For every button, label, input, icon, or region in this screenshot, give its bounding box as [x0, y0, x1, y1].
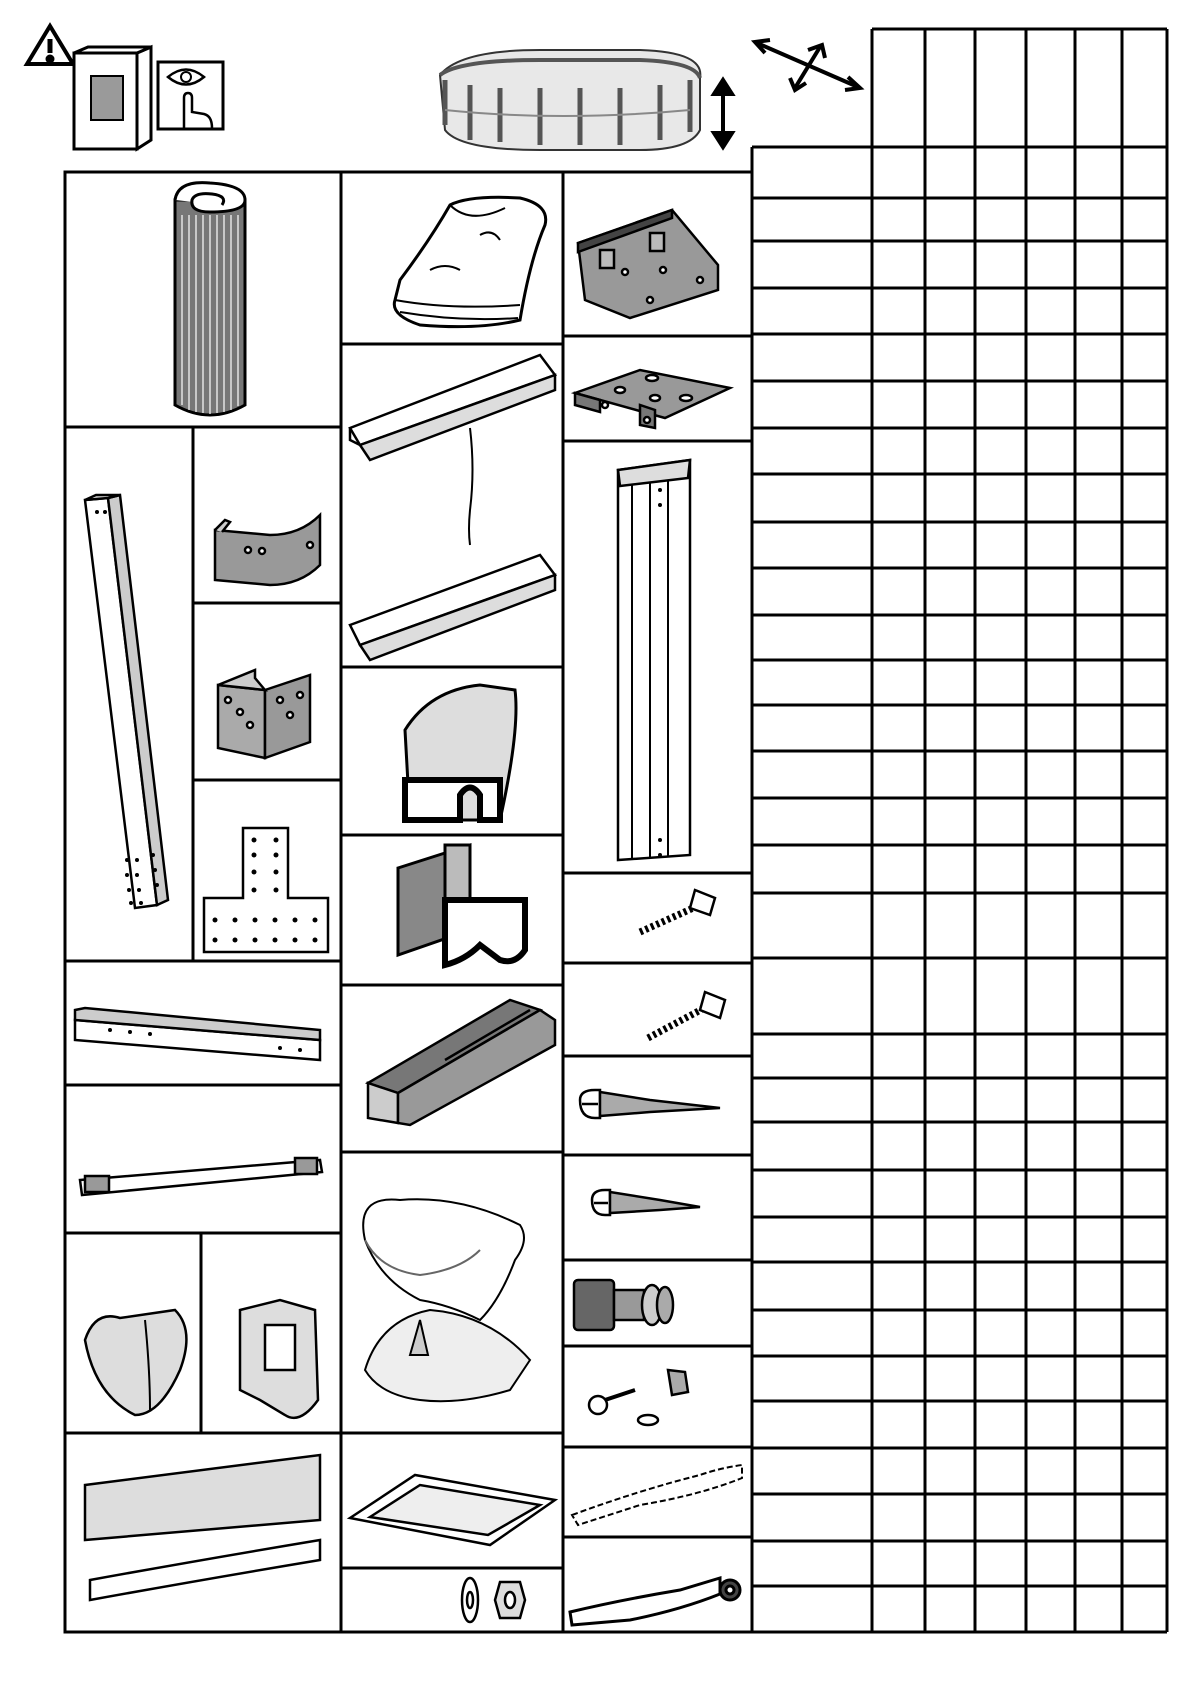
bolt-washer-icon	[589, 1370, 688, 1425]
diagonal-arrows-icon	[755, 40, 860, 90]
channel-icon	[368, 1000, 555, 1125]
cap-icon	[363, 1199, 530, 1401]
cabinet-icon	[74, 47, 151, 149]
stabilizer-icon	[398, 845, 525, 965]
bracket-icon	[215, 515, 320, 585]
t-plate-icon	[204, 828, 328, 952]
column-icon	[618, 460, 690, 860]
bottom-plate-icon	[578, 210, 718, 318]
washer-nut-icon	[462, 1578, 525, 1622]
corner-bracket-icon	[218, 670, 310, 758]
flat-beam-icon	[80, 1158, 322, 1195]
pad-icon	[350, 1475, 555, 1545]
screw-icon	[640, 890, 715, 932]
upright-post-icon	[85, 495, 168, 908]
liner-roll-icon	[175, 183, 245, 415]
short-screw-icon	[592, 1190, 700, 1215]
parts-count-table	[752, 29, 1167, 1632]
tape-roll-icon	[570, 1578, 740, 1625]
strip-icon	[572, 1465, 742, 1525]
coping-icon	[405, 685, 516, 820]
tape-icon	[85, 1455, 320, 1600]
beam-icon	[75, 1008, 320, 1060]
top-plate-icon	[575, 370, 730, 428]
rail-pair-icon	[350, 355, 555, 660]
top-cap-icon	[240, 1300, 318, 1418]
vertical-arrow-icon	[714, 80, 732, 147]
oval-pool-icon	[440, 50, 700, 150]
nut-bolt-icon	[574, 1280, 673, 1330]
long-screw-icon	[648, 992, 725, 1038]
folded-tarp-icon	[394, 197, 545, 326]
sleeve-icon	[85, 1310, 186, 1415]
eye-hand-icon	[158, 62, 223, 129]
wood-screw-icon	[580, 1090, 720, 1118]
warning-triangle-icon	[27, 26, 73, 64]
